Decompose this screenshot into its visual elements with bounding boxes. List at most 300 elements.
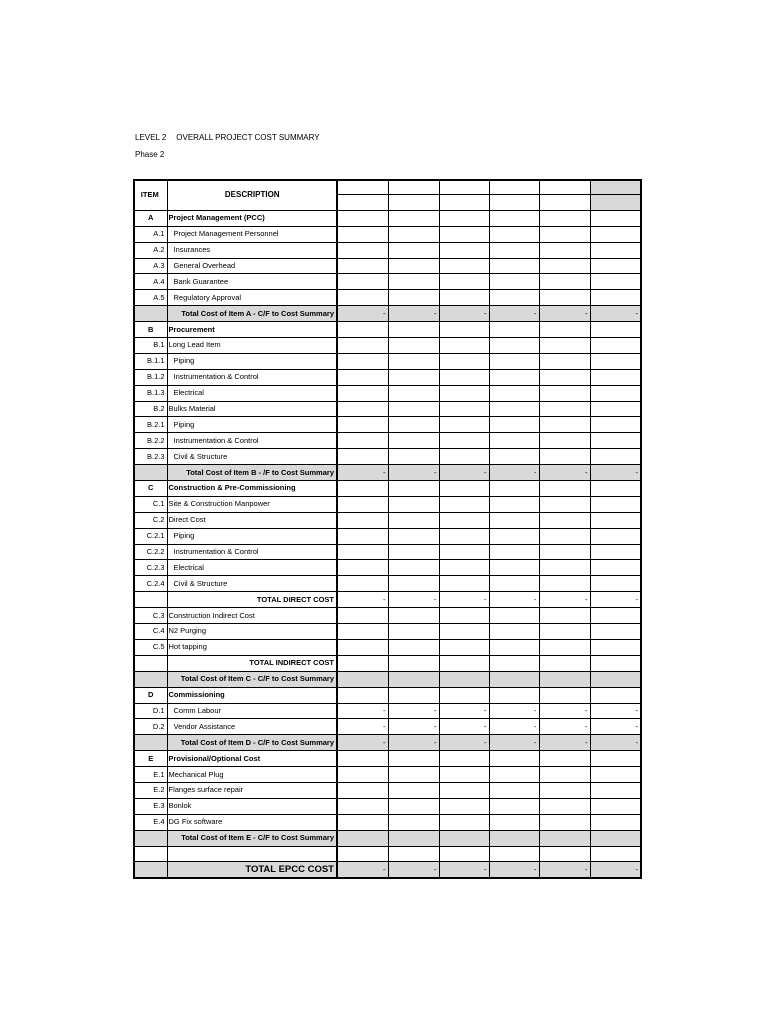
description-cell: Instrumentation & Control <box>167 433 337 449</box>
item-code-cell: A <box>134 210 167 226</box>
value-cell <box>590 417 641 433</box>
value-cell <box>337 369 388 385</box>
value-cell <box>337 751 388 767</box>
value-cell <box>539 655 590 671</box>
item-code-cell <box>134 306 167 322</box>
line-item-row <box>134 624 641 640</box>
item-code-cell: C.2.4 <box>134 576 167 592</box>
header-cell <box>439 195 489 211</box>
value-cell <box>337 639 388 655</box>
line-item-row <box>134 369 641 385</box>
line-item-row <box>134 576 641 592</box>
item-code-cell <box>134 862 167 878</box>
description-cell: Bonlok <box>167 798 337 814</box>
header-cell <box>489 195 539 211</box>
value-cell <box>439 751 489 767</box>
value-cell <box>590 449 641 465</box>
value-cell <box>489 496 539 512</box>
value-cell <box>590 210 641 226</box>
value-cell <box>337 560 388 576</box>
line-item-row <box>134 608 641 624</box>
value-cell <box>590 608 641 624</box>
subtotal-row <box>134 655 641 671</box>
value-cell <box>388 417 439 433</box>
value-cell <box>539 353 590 369</box>
value-cell: - <box>489 703 539 719</box>
value-cell <box>439 353 489 369</box>
value-cell <box>489 385 539 401</box>
grand-total-row <box>134 862 641 878</box>
item-code-cell <box>134 465 167 481</box>
value-cell <box>337 687 388 703</box>
value-cell <box>590 671 641 687</box>
item-code-cell: C.5 <box>134 639 167 655</box>
value-cell <box>439 417 489 433</box>
line-item-row <box>134 290 641 306</box>
value-cell: - <box>489 306 539 322</box>
value-cell <box>337 624 388 640</box>
cost-summary-table <box>133 179 642 879</box>
value-cell: - <box>590 592 641 608</box>
value-cell <box>539 512 590 528</box>
total-row <box>134 671 641 687</box>
value-cell <box>337 338 388 354</box>
item-code-cell <box>134 830 167 846</box>
description-cell: Electrical <box>167 560 337 576</box>
description-cell: Construction Indirect Cost <box>167 608 337 624</box>
value-cell: - <box>539 306 590 322</box>
description-cell: Construction & Pre-Commissioning <box>167 481 337 497</box>
value-cell <box>489 671 539 687</box>
value-cell <box>489 751 539 767</box>
value-cell <box>590 385 641 401</box>
line-item-row <box>134 814 641 830</box>
item-code-cell <box>134 592 167 608</box>
report-title: OVERALL PROJECT COST SUMMARY <box>176 133 320 142</box>
value-cell <box>590 258 641 274</box>
value-cell: - <box>439 862 489 878</box>
value-cell <box>489 528 539 544</box>
value-cell <box>539 751 590 767</box>
header-cell <box>337 180 388 195</box>
item-code-cell: D <box>134 687 167 703</box>
value-cell <box>337 496 388 512</box>
value-cell <box>388 242 439 258</box>
value-cell <box>439 274 489 290</box>
description-cell: Total Cost of Item B - /F to Cost Summary <box>167 465 337 481</box>
value-cell <box>337 417 388 433</box>
header-cell <box>439 180 489 195</box>
header-cell <box>539 195 590 211</box>
value-cell <box>539 767 590 783</box>
description-cell: Long Lead Item <box>167 338 337 354</box>
value-cell: - <box>337 719 388 735</box>
value-cell <box>439 782 489 798</box>
value-cell <box>539 830 590 846</box>
section-row <box>134 687 641 703</box>
value-cell <box>590 290 641 306</box>
value-cell <box>590 655 641 671</box>
value-cell <box>489 608 539 624</box>
item-code-cell: B.2.2 <box>134 433 167 449</box>
value-cell <box>337 512 388 528</box>
item-code-cell: E.1 <box>134 767 167 783</box>
total-row <box>134 465 641 481</box>
value-cell <box>388 767 439 783</box>
description-cell: Vendor Assistance <box>167 719 337 735</box>
value-cell <box>539 544 590 560</box>
value-cell: - <box>489 465 539 481</box>
item-code-cell: C.3 <box>134 608 167 624</box>
value-cell <box>337 258 388 274</box>
value-cell <box>439 639 489 655</box>
item-code-cell: B.2.1 <box>134 417 167 433</box>
value-cell: - <box>337 735 388 751</box>
value-cell <box>439 671 489 687</box>
total-row <box>134 735 641 751</box>
line-item-row <box>134 242 641 258</box>
value-cell: - <box>388 592 439 608</box>
description-cell: Piping <box>167 528 337 544</box>
value-cell <box>590 338 641 354</box>
value-cell <box>337 401 388 417</box>
value-cell <box>539 417 590 433</box>
value-cell <box>539 814 590 830</box>
value-cell <box>388 274 439 290</box>
value-cell <box>539 608 590 624</box>
value-cell <box>439 369 489 385</box>
value-cell: - <box>489 592 539 608</box>
value-cell <box>388 385 439 401</box>
value-cell: - <box>539 735 590 751</box>
value-cell: - <box>539 465 590 481</box>
value-cell <box>439 512 489 528</box>
line-item-row <box>134 338 641 354</box>
value-cell: - <box>388 703 439 719</box>
value-cell: - <box>590 703 641 719</box>
value-cell <box>539 242 590 258</box>
value-cell <box>590 544 641 560</box>
value-cell <box>388 830 439 846</box>
line-item-row <box>134 258 641 274</box>
description-cell: General Overhead <box>167 258 337 274</box>
value-cell <box>539 639 590 655</box>
description-cell: TOTAL INDIRECT COST <box>167 655 337 671</box>
item-code-cell: B.1.3 <box>134 385 167 401</box>
value-cell <box>337 528 388 544</box>
item-code-cell: E.2 <box>134 782 167 798</box>
value-cell <box>439 433 489 449</box>
section-row <box>134 322 641 338</box>
value-cell: - <box>489 862 539 878</box>
value-cell: - <box>439 735 489 751</box>
item-code-cell: B.2.3 <box>134 449 167 465</box>
line-item-row <box>134 449 641 465</box>
value-cell <box>337 830 388 846</box>
item-code-cell: A.5 <box>134 290 167 306</box>
description-cell: Total Cost of Item C - C/F to Cost Summary <box>167 671 337 687</box>
item-code-cell: C.2 <box>134 512 167 528</box>
value-cell <box>439 258 489 274</box>
value-cell <box>337 655 388 671</box>
value-cell <box>489 274 539 290</box>
description-cell: Site & Construction Manpower <box>167 496 337 512</box>
value-cell <box>590 751 641 767</box>
line-item-row <box>134 528 641 544</box>
value-cell <box>388 353 439 369</box>
description-cell: Instrumentation & Control <box>167 544 337 560</box>
value-cell <box>388 401 439 417</box>
item-code-cell: C <box>134 481 167 497</box>
value-cell: - <box>388 862 439 878</box>
value-cell: - <box>388 735 439 751</box>
value-cell <box>388 338 439 354</box>
value-cell <box>539 782 590 798</box>
value-cell: - <box>337 592 388 608</box>
description-cell: TOTAL DIRECT COST <box>167 592 337 608</box>
value-cell: - <box>590 862 641 878</box>
header-cell <box>388 195 439 211</box>
value-cell <box>337 846 388 862</box>
value-cell <box>337 608 388 624</box>
value-cell <box>539 687 590 703</box>
value-cell <box>539 385 590 401</box>
value-cell <box>388 512 439 528</box>
value-cell: - <box>388 306 439 322</box>
subtotal-row <box>134 592 641 608</box>
item-code-cell: C.2.1 <box>134 528 167 544</box>
value-cell <box>590 242 641 258</box>
value-cell <box>337 433 388 449</box>
value-cell <box>489 576 539 592</box>
value-cell <box>489 846 539 862</box>
value-cell <box>439 846 489 862</box>
value-cell <box>590 528 641 544</box>
line-item-row <box>134 798 641 814</box>
description-cell: Project Management Personnel <box>167 226 337 242</box>
value-cell: - <box>489 719 539 735</box>
description-cell: Bank Guarantee <box>167 274 337 290</box>
value-cell: - <box>439 306 489 322</box>
value-cell <box>489 512 539 528</box>
description-cell <box>167 846 337 862</box>
value-cell <box>590 767 641 783</box>
value-cell <box>337 671 388 687</box>
value-cell <box>489 290 539 306</box>
line-item-row <box>134 353 641 369</box>
line-item-row <box>134 512 641 528</box>
description-column-header: DESCRIPTION <box>167 180 337 210</box>
value-cell <box>337 449 388 465</box>
value-cell <box>539 210 590 226</box>
value-cell <box>489 639 539 655</box>
value-cell <box>539 846 590 862</box>
value-cell <box>337 481 388 497</box>
value-cell: - <box>439 592 489 608</box>
value-cell <box>539 496 590 512</box>
value-cell <box>388 433 439 449</box>
line-item-row <box>134 767 641 783</box>
value-cell <box>388 528 439 544</box>
value-cell <box>439 798 489 814</box>
value-cell <box>337 290 388 306</box>
value-cell <box>388 496 439 512</box>
value-cell <box>590 353 641 369</box>
value-cell <box>337 767 388 783</box>
item-code-cell <box>134 735 167 751</box>
value-cell <box>439 242 489 258</box>
line-item-row <box>134 639 641 655</box>
header-cell <box>590 180 641 195</box>
value-cell <box>388 449 439 465</box>
value-cell <box>489 210 539 226</box>
value-cell <box>439 210 489 226</box>
value-cell: - <box>539 719 590 735</box>
value-cell <box>439 481 489 497</box>
value-cell <box>489 338 539 354</box>
item-code-cell: B.1.2 <box>134 369 167 385</box>
value-cell: - <box>590 465 641 481</box>
value-cell <box>439 830 489 846</box>
value-cell <box>539 401 590 417</box>
value-cell <box>337 385 388 401</box>
value-cell <box>388 210 439 226</box>
value-cell <box>439 338 489 354</box>
value-cell: - <box>489 735 539 751</box>
value-cell <box>590 798 641 814</box>
value-cell <box>489 767 539 783</box>
value-cell <box>590 401 641 417</box>
item-code-cell <box>134 846 167 862</box>
description-cell: Total Cost of Item D - C/F to Cost Summary <box>167 735 337 751</box>
value-cell: - <box>590 719 641 735</box>
value-cell <box>489 624 539 640</box>
value-cell <box>539 481 590 497</box>
item-code-cell: D.1 <box>134 703 167 719</box>
value-cell <box>388 846 439 862</box>
value-cell: - <box>539 703 590 719</box>
item-code-cell: E.3 <box>134 798 167 814</box>
value-cell <box>539 624 590 640</box>
item-code-cell: E <box>134 751 167 767</box>
value-cell <box>489 401 539 417</box>
value-cell <box>439 624 489 640</box>
description-cell: Civil & Structure <box>167 449 337 465</box>
item-column-header: ITEM <box>134 180 167 210</box>
value-cell <box>337 798 388 814</box>
value-cell <box>439 767 489 783</box>
value-cell <box>489 560 539 576</box>
value-cell <box>388 226 439 242</box>
value-cell <box>539 274 590 290</box>
value-cell <box>439 544 489 560</box>
value-cell <box>489 544 539 560</box>
value-cell <box>439 608 489 624</box>
value-cell <box>539 528 590 544</box>
value-cell <box>590 481 641 497</box>
description-cell: Project Management (PCC) <box>167 210 337 226</box>
value-cell: - <box>439 703 489 719</box>
value-cell <box>388 639 439 655</box>
value-cell <box>337 544 388 560</box>
header-cell <box>337 195 388 211</box>
value-cell <box>539 322 590 338</box>
value-cell <box>539 449 590 465</box>
value-cell <box>489 417 539 433</box>
value-cell: - <box>388 719 439 735</box>
value-cell <box>590 687 641 703</box>
item-code-cell: E.4 <box>134 814 167 830</box>
blank-row <box>134 846 641 862</box>
value-cell <box>439 576 489 592</box>
line-item-row <box>134 560 641 576</box>
value-cell <box>439 655 489 671</box>
value-cell <box>439 226 489 242</box>
value-cell <box>439 814 489 830</box>
value-cell <box>539 226 590 242</box>
value-cell: - <box>539 592 590 608</box>
value-cell <box>489 242 539 258</box>
value-cell <box>439 401 489 417</box>
level-label: LEVEL 2 <box>135 133 167 142</box>
item-code-cell: B.1 <box>134 338 167 354</box>
value-cell <box>590 369 641 385</box>
value-cell: - <box>590 306 641 322</box>
section-row <box>134 481 641 497</box>
value-cell <box>337 274 388 290</box>
value-cell <box>539 671 590 687</box>
line-item-row <box>134 433 641 449</box>
value-cell <box>590 226 641 242</box>
description-cell: Regulatory Approval <box>167 290 337 306</box>
description-cell: DG Fix software <box>167 814 337 830</box>
value-cell <box>489 798 539 814</box>
value-cell <box>539 433 590 449</box>
line-item-row <box>134 544 641 560</box>
value-cell <box>388 290 439 306</box>
line-item-row <box>134 274 641 290</box>
value-cell <box>388 751 439 767</box>
line-item-row <box>134 703 641 719</box>
value-cell <box>439 560 489 576</box>
item-code-cell: B <box>134 322 167 338</box>
value-cell <box>388 655 439 671</box>
description-cell: Civil & Structure <box>167 576 337 592</box>
value-cell <box>489 782 539 798</box>
value-cell <box>388 671 439 687</box>
section-row <box>134 751 641 767</box>
value-cell <box>388 322 439 338</box>
description-cell: Insurances <box>167 242 337 258</box>
value-cell <box>337 322 388 338</box>
description-cell: N2 Purging <box>167 624 337 640</box>
value-cell <box>489 322 539 338</box>
value-cell <box>388 560 439 576</box>
value-cell <box>489 830 539 846</box>
table-header-row <box>134 180 641 195</box>
value-cell <box>489 353 539 369</box>
value-cell <box>439 385 489 401</box>
line-item-row <box>134 496 641 512</box>
item-code-cell: A.3 <box>134 258 167 274</box>
value-cell <box>388 608 439 624</box>
description-cell: Piping <box>167 353 337 369</box>
value-cell: - <box>439 465 489 481</box>
section-row <box>134 210 641 226</box>
value-cell <box>337 814 388 830</box>
value-cell: - <box>439 719 489 735</box>
value-cell <box>388 544 439 560</box>
